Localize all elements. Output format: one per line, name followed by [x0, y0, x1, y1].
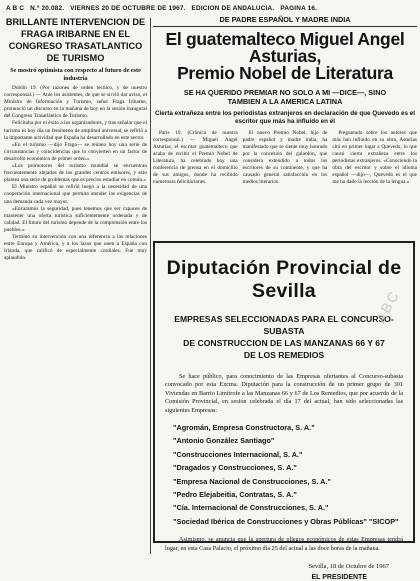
company-item: "Cía. Internacional de Construcciones, S. A." — [173, 503, 329, 513]
company-item: "Pedro Elejabeitia, Contratas, S. A." — [173, 490, 297, 500]
story-paragraph: El nuevo Premio Nobel, hijo de padre español y madre india, ha manifestado que se siente muy honrado por la concesión del galardón, que considera extendido a todos los escritores de su continente, y que ha causado general satisfacción en los medios literarios. — [242, 130, 328, 185]
left-paragraph: Dublín 19. (Por razones de orden técnico, y de nuestro corresponsal.) — Ante los asistentes, de que se sirvió dar aviso, el Ministro de Información y Turismo, señor Fraga Iribarne, pronunció un discurso en la mañana de hoy en la sesión inaugural del Congreso Trasatlántico de Turismo. — [4, 85, 147, 120]
left-paragraph: «Los promotores del turismo mundial se encuentran frecuentemente alejados de los grandes centros emisores, y esto plantea una serie de problemas que es preciso estudiar en común.» — [4, 163, 147, 184]
left-headline: BRILLANTE INTERVENCION DE FRAGA IRIBARNE EN EL CONGRESO TRASATLANTICO DE TURISMO — [5, 17, 146, 63]
left-subhead: Se mostró optimista con respecto al futuro de este industria — [10, 67, 141, 82]
announcement-subtitle-line3: DE LOS REMEDIOS — [243, 350, 325, 360]
company-item: "Construcciones Internacional, S. A." — [173, 449, 303, 459]
company-list — [173, 421, 413, 528]
company-item: "Sociedad Ibérica de Construcciones y Obras Públicas" "SICOP" — [173, 516, 399, 526]
column-divider — [150, 18, 151, 554]
paper-name: A B C — [6, 5, 25, 12]
announcement-signature: EL PRESIDENTE — [311, 574, 367, 581]
left-paragraph: «En el turismo —dijo Fraga— se reúnen hoy una serie de circunstancias y coincidencias que lo convierten en un factor de desarrollo económico de primer orden.» — [4, 141, 147, 162]
company-item: "Dragados y Construcciones, S. A." — [173, 463, 297, 473]
story-paragraph: París 19. (Crónica de nuestra corresponsal.) — Miguel Angel Asturias, el escritor guatemalteco que acaba de recibir el Premio Nobel de Literatura, ha celebrado hoy una conferencia de prensa en el domicilio de sus amigos, donde ha recibido numerosas felicitaciones. — [153, 130, 238, 185]
announcement-date: Sevilla, 18 de Octubre de 1967 — [308, 563, 389, 571]
company-item: "Empresa Nacional de Construcciones, S. A." — [173, 476, 331, 486]
story-column — [153, 130, 238, 214]
page-number: PAGINA 16. — [280, 5, 318, 12]
main-kicker: DE PADRE ESPAÑOL Y MADRE INDIA — [153, 15, 417, 27]
story-column — [243, 130, 328, 214]
announcement-subtitle — [155, 313, 413, 361]
diputacion-announcement — [153, 241, 415, 581]
main-deck-line2: TAMBIEN A LA AMERICA LATINA — [227, 97, 343, 106]
left-article — [4, 16, 147, 554]
main-deck-line1: SE HA QUERIDO PREMIAR NO SOLO A MI —DICE—, SINO — [183, 88, 387, 97]
announcement-closing: Asimismo, se anuncia que la apertura de pliegos económicos de estas Empresas tendrá lugar, en esta Casa Palacio, el próximo día 25 del actual a las doce horas de la mañana. — [165, 536, 403, 552]
announcement-subtitle-line1: EMPRESAS SELECCIONADAS PARA EL CONCURSO-SUBASTA — [174, 314, 394, 336]
issue-number: N.º 20.082. — [30, 5, 65, 12]
main-article — [153, 15, 417, 214]
main-headline-line1: El guatemalteco Miguel Angel Asturias, — [165, 29, 405, 66]
left-paragraph: El Ministro español se refirió luego a la necesidad de una cooperación internacional que permita atender las exigencias de una demanda cada vez mayor. — [4, 184, 147, 205]
company-item: "Antonio González Santiago" — [173, 436, 275, 446]
left-paragraph: Felicitaba por el éxito a los organizadores, y tras señalar que el turismo es hoy día un fenómeno de amplitud universal, se refirió a la importante actividad que España ha desarrollado en este sector. — [4, 120, 147, 141]
announcement-body: Se hace público, para conocimiento de las Empresas ofertantes al Concurso-subasta convocado por esta Excma. Diputación para la construcción de un primer grupo de 301 Viviendas en Barrio Limítrofe a las Manzanas 66 y 67 de Los Remedios, que por acuerdo de la Comisión Provincial, en sesión celebrada el día 17 del actual, han sido seleccionadas las siguientes Empresas: — [165, 373, 403, 414]
abc-watermark: ABC — [372, 287, 403, 326]
story-column — [332, 130, 417, 214]
story-paragraph: Preguntado sobre los autores que más han influido en su obra, Asturias citó en primer lugar a Quevedo, lo que causó cierta extrañeza entre los periodistas extranjeros. «Conociendo la obra del escritor y sobre el idioma español —dijo—, Quevedo es el que me ha dado la lección de la lengua.» — [332, 130, 417, 185]
left-paragraph: «Encaramos la seguridad, pues tenemos que ser capaces de mantener una oferta turística suficientemente ordenada y de calidad. El futuro del turismo depende de la comprensión entre los pueblos.» — [4, 205, 147, 233]
issue-date: VIERNES 20 DE OCTUBRE DE 1967. — [70, 5, 186, 12]
announcement-title: Diputación Provincial de Sevilla — [166, 257, 402, 302]
left-paragraph: Terminó su intervención con una referencia a las relaciones entre Europa y América, y a los lazos que unen a España con Irlanda, que calificó de especialmente cordiales. Fue muy aplaudido. — [4, 233, 147, 262]
main-secondary-deck: Cierta extrañeza entre los periodistas extranjeros en declaración de que Quevedo es el escritor que más ha influido en él — [154, 110, 416, 125]
company-item: "Agromán, Empresa Constructora, S. A." — [173, 423, 315, 433]
main-headline — [153, 31, 417, 82]
main-deck — [153, 88, 417, 106]
main-headline-line2: Premio Nobel de Literatura — [177, 63, 393, 83]
announcement-subtitle-line2: DE CONSTRUCCION DE LAS MANZANAS 66 Y 67 — [183, 338, 385, 348]
edition: EDICION DE ANDALUCIA. — [191, 5, 275, 12]
main-story-body — [153, 130, 417, 214]
